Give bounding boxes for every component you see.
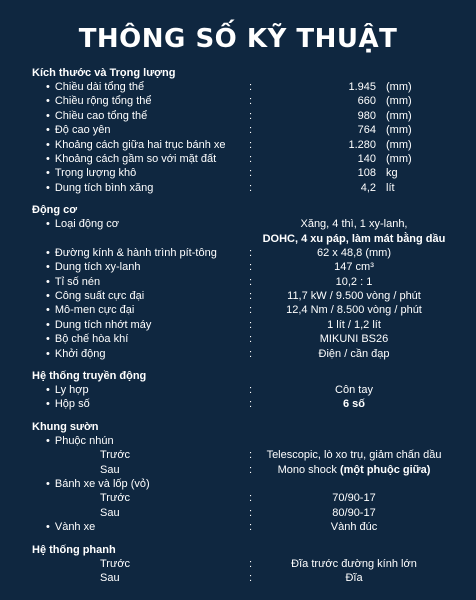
spec-value: 1.945 bbox=[348, 81, 376, 93]
separator: : bbox=[249, 304, 253, 317]
spec-value-bold: (một phuộc giữa) bbox=[339, 463, 431, 476]
spec-unit: (mm) bbox=[386, 95, 412, 108]
spec-value: Xăng, 4 thì, 1 xy-lanh, bbox=[300, 218, 408, 231]
separator: : bbox=[249, 167, 253, 180]
dimension-rows bbox=[0, 80, 476, 195]
separator: : bbox=[249, 449, 253, 462]
spec-unit: (mm) bbox=[386, 124, 412, 137]
section-title-brakes: Hệ thống phanh bbox=[32, 543, 116, 556]
spec-row bbox=[0, 181, 476, 195]
section-title-chassis: Khung sườn bbox=[32, 420, 99, 433]
separator: : bbox=[249, 138, 253, 151]
section-transmission bbox=[0, 369, 476, 412]
spec-row-tyres bbox=[0, 477, 476, 491]
separator: : bbox=[249, 181, 253, 194]
page-title: THÔNG SỐ KỸ THUẬT bbox=[78, 24, 398, 54]
spec-row-brake-front bbox=[0, 557, 476, 571]
separator: : bbox=[249, 398, 253, 411]
spec-value: 12,4 Nm / 8.500 vòng / phút bbox=[286, 304, 422, 317]
spec-value: 70/90-17 bbox=[332, 492, 376, 505]
spec-row bbox=[0, 123, 476, 137]
separator: : bbox=[249, 152, 253, 165]
section-chassis bbox=[0, 420, 476, 535]
spec-row-suspension bbox=[0, 434, 476, 448]
spec-value: Vành đúc bbox=[330, 521, 378, 534]
spec-value: 147 cm³ bbox=[334, 261, 374, 274]
spec-row bbox=[0, 332, 476, 346]
spec-label: • Bộ chế hòa khí bbox=[46, 332, 128, 346]
separator: : bbox=[249, 571, 253, 584]
engine-rows bbox=[0, 246, 476, 361]
spec-row bbox=[0, 80, 476, 94]
separator: : bbox=[249, 261, 253, 274]
spec-value: 660 bbox=[357, 95, 376, 108]
section-title-dimensions: Kích thước và Trọng lượng bbox=[32, 67, 176, 79]
spec-row bbox=[0, 138, 476, 152]
separator: : bbox=[249, 318, 253, 331]
spec-value: Điện / cần đạp bbox=[318, 347, 390, 360]
spec-value: Đĩa trước đường kính lớn bbox=[291, 557, 417, 570]
spec-label: Sau bbox=[100, 506, 120, 519]
spec-value: Đĩa bbox=[345, 571, 363, 584]
spec-row bbox=[0, 246, 476, 260]
spec-value-plain: Mono shock bbox=[277, 463, 337, 476]
spec-unit: (mm) bbox=[386, 138, 412, 151]
spec-value: 10,2 : 1 bbox=[335, 275, 373, 288]
separator: : bbox=[249, 384, 253, 397]
spec-label: Sau bbox=[100, 463, 120, 476]
spec-row-clutch bbox=[0, 383, 476, 397]
spec-label: Sau bbox=[100, 571, 120, 584]
separator: : bbox=[249, 521, 253, 534]
spec-label: • Công suất cực đại bbox=[46, 289, 144, 303]
spec-row bbox=[0, 94, 476, 108]
spec-value: 4,2 bbox=[360, 181, 376, 194]
spec-label: • Trọng lượng khô bbox=[46, 166, 136, 180]
section-brakes bbox=[0, 543, 476, 586]
spec-value: 980 bbox=[357, 109, 376, 122]
spec-label: • Khoảng cách gầm so với mặt đất bbox=[46, 152, 216, 166]
spec-unit: (mm) bbox=[386, 109, 412, 122]
spec-row-brake-rear bbox=[0, 571, 476, 585]
spec-label: • Phuộc nhún bbox=[46, 434, 114, 448]
spec-label: • Khoảng cách giữa hai trục bánh xe bbox=[46, 138, 226, 152]
spec-label: • Loại động cơ bbox=[46, 217, 119, 231]
spec-value: Telescopic, lò xo trụ, giảm chấn dầu bbox=[266, 449, 442, 462]
spec-label: • Hộp số bbox=[46, 397, 90, 411]
spec-value: DOHC, 4 xu páp, làm mát bằng dầu bbox=[262, 232, 446, 245]
spec-value: 6 số bbox=[342, 398, 365, 411]
separator: : bbox=[249, 81, 253, 93]
section-title-transmission: Hệ thống truyền động bbox=[32, 370, 147, 383]
spec-label: Trước bbox=[100, 492, 131, 505]
separator: : bbox=[249, 463, 253, 476]
separator: : bbox=[249, 347, 253, 360]
spec-label: Trước bbox=[100, 557, 131, 570]
spec-unit: kg bbox=[386, 167, 398, 180]
spec-label: • Đường kính & hành trình pít-tông bbox=[46, 246, 217, 260]
spec-value: Côn tay bbox=[335, 384, 373, 397]
spec-label: • Vành xe bbox=[46, 520, 95, 534]
spec-label: • Độ cao yên bbox=[46, 123, 111, 137]
spec-value: 11,7 kW / 9.500 vòng / phút bbox=[287, 290, 421, 303]
spec-row bbox=[0, 303, 476, 317]
spec-label: • Tỉ số nén bbox=[46, 275, 100, 289]
spec-row bbox=[0, 109, 476, 123]
spec-value: 1.280 bbox=[348, 138, 376, 151]
spec-value: 764 bbox=[357, 124, 376, 137]
spec-label: • Chiều cao tổng thể bbox=[46, 109, 147, 123]
spec-unit: (mm) bbox=[386, 152, 412, 165]
spec-unit: (mm) bbox=[386, 81, 412, 93]
spec-label: • Ly hợp bbox=[46, 383, 89, 397]
separator: : bbox=[249, 275, 253, 288]
spec-row bbox=[0, 166, 476, 180]
separator: : bbox=[249, 124, 253, 137]
spec-label: • Chiều dài tổng thể bbox=[46, 80, 144, 94]
separator: : bbox=[249, 246, 253, 259]
section-engine bbox=[0, 203, 476, 361]
spec-row bbox=[0, 152, 476, 166]
spec-value: 140 bbox=[357, 152, 376, 165]
separator: : bbox=[249, 290, 253, 303]
spec-row-suspension-rear bbox=[0, 463, 476, 477]
spec-value: 62 x 48,8 (mm) bbox=[317, 246, 391, 259]
separator: : bbox=[249, 109, 253, 122]
spec-row-gearbox bbox=[0, 397, 476, 411]
separator: : bbox=[249, 333, 253, 346]
spec-row-suspension-front bbox=[0, 448, 476, 462]
spec-label: • Mô-men cực đại bbox=[46, 303, 134, 317]
spec-label: • Khởi động bbox=[46, 347, 106, 361]
separator: : bbox=[249, 95, 253, 108]
spec-row bbox=[0, 260, 476, 274]
spec-label: • Dung tích xy-lanh bbox=[46, 260, 140, 274]
separator: : bbox=[249, 557, 253, 570]
spec-value bbox=[262, 463, 446, 477]
spec-label: Trước bbox=[100, 449, 131, 462]
spec-value: 108 bbox=[357, 167, 376, 180]
spec-value: MIKUNI BS26 bbox=[319, 333, 389, 346]
spec-value: 1 lít / 1,2 lít bbox=[327, 318, 381, 331]
spec-row bbox=[0, 289, 476, 303]
spec-label: • Dung tích nhớt máy bbox=[46, 318, 151, 332]
spec-content bbox=[0, 66, 476, 585]
spec-row-tyre-front bbox=[0, 491, 476, 505]
spec-unit: lít bbox=[386, 181, 395, 194]
separator: : bbox=[249, 492, 253, 505]
spec-value: 80/90-17 bbox=[332, 506, 376, 519]
section-dimensions bbox=[0, 66, 476, 195]
separator: : bbox=[249, 506, 253, 519]
spec-row-tyre-rear bbox=[0, 506, 476, 520]
section-title-engine: Động cơ bbox=[32, 204, 78, 217]
spec-row bbox=[0, 318, 476, 332]
spec-row-engine-type-cont bbox=[0, 232, 476, 246]
spec-label: • Chiều rộng tổng thể bbox=[46, 94, 152, 108]
spec-label: • Dung tích bình xăng bbox=[46, 181, 153, 195]
spec-row-engine-type bbox=[0, 217, 476, 231]
spec-row bbox=[0, 275, 476, 289]
spec-row-rim bbox=[0, 520, 476, 534]
spec-label: • Bánh xe và lốp (vỏ) bbox=[46, 477, 150, 491]
spec-row bbox=[0, 347, 476, 361]
